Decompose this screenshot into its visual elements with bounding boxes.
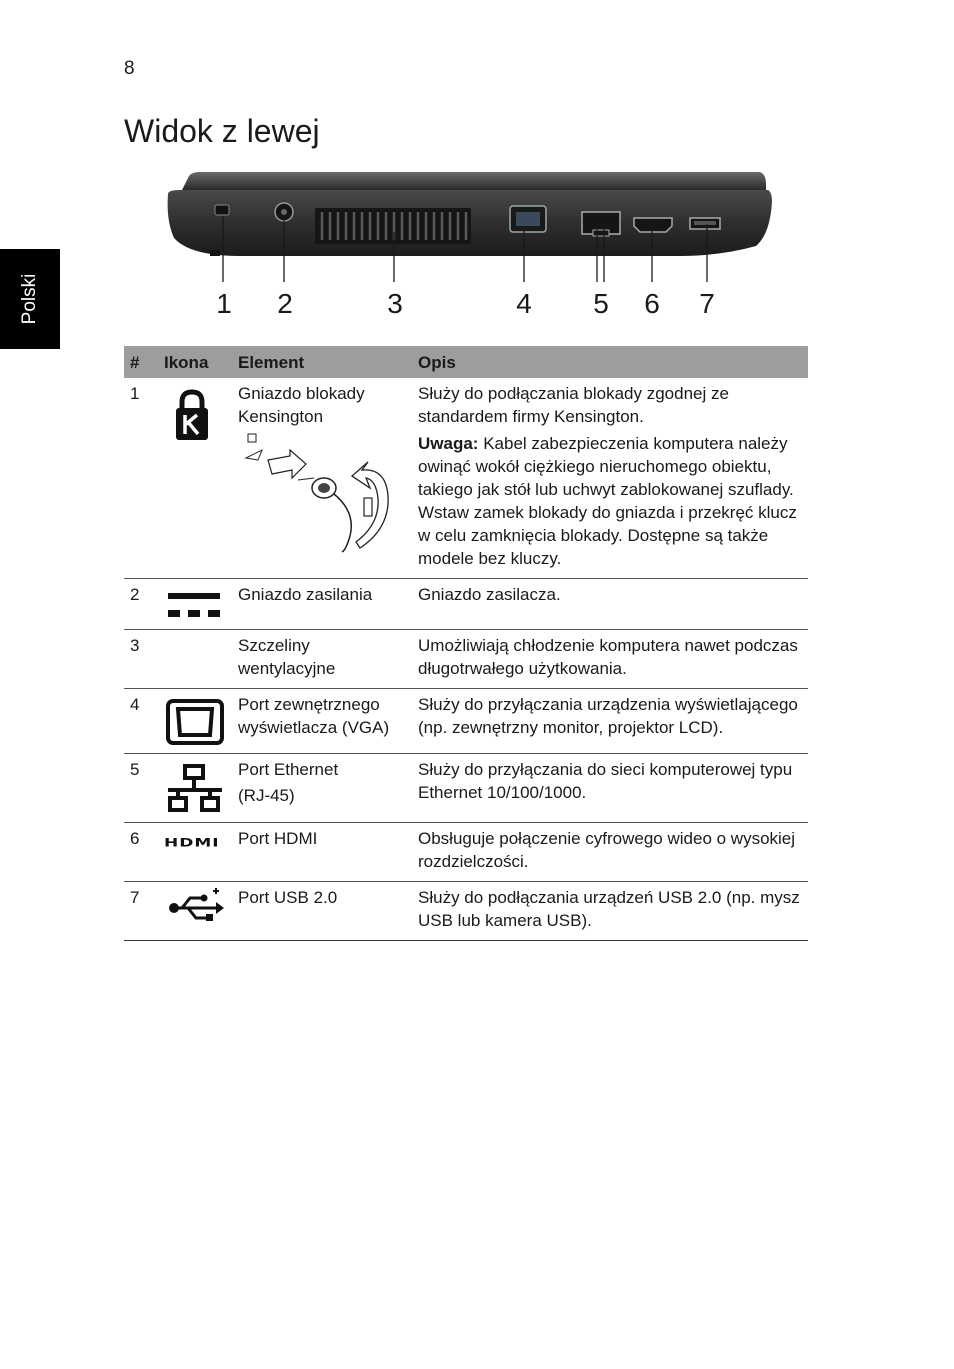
row-desc: Gniazdo zasilacza. bbox=[412, 579, 808, 630]
port-usb bbox=[690, 218, 720, 229]
table-row bbox=[124, 689, 808, 754]
row-element: Port HDMI bbox=[232, 823, 412, 882]
row-desc: Obsługuje połączenie cyfrowego wideo o wysokiej rozdzielczości. bbox=[412, 823, 808, 882]
header-element: Element bbox=[232, 346, 412, 378]
row-num: 2 bbox=[124, 579, 158, 630]
side-tab-label: Polski bbox=[19, 273, 40, 325]
ethernet-network-icon bbox=[166, 764, 224, 814]
row-desc: Służy do przyłączania do sieci komputerowej typu Ethernet 10/100/1000. bbox=[412, 754, 808, 823]
vga-monitor-icon bbox=[166, 699, 224, 745]
port-kensington bbox=[215, 205, 229, 215]
table-row bbox=[124, 754, 808, 823]
callout-4: 4 bbox=[516, 288, 532, 319]
row-element-cell bbox=[232, 754, 412, 823]
table-row bbox=[124, 882, 808, 941]
row-num: 4 bbox=[124, 689, 158, 754]
language-side-tab bbox=[0, 249, 60, 349]
callout-3: 3 bbox=[387, 288, 403, 319]
note-text: Kabel zabezpieczenia komputera należy owinąć wokół ciężkiego nieruchomego obiektu, takiego jak stół lub uchwyt zablokowanej szuflady. Wstaw zamek blokady do gniazda i przekręć klucz w celu zamknięcia blokady. Dostępne są także modele bez kluczy. bbox=[418, 434, 797, 568]
callout-6: 6 bbox=[644, 288, 660, 319]
row-num: 1 bbox=[124, 378, 158, 579]
row-icon-cell bbox=[158, 823, 232, 882]
row-note bbox=[418, 432, 802, 570]
kensington-lock-icon bbox=[170, 388, 214, 442]
page-title: Widok z lewej bbox=[124, 113, 320, 149]
row-icon-cell bbox=[158, 689, 232, 754]
row-icon-cell bbox=[158, 579, 232, 630]
callout-1: 1 bbox=[216, 288, 232, 319]
row-icon-cell bbox=[158, 754, 232, 823]
callout-5: 5 bbox=[593, 288, 609, 319]
callout-7: 7 bbox=[699, 288, 715, 319]
row-element-cell bbox=[232, 378, 412, 579]
port-vga bbox=[510, 206, 546, 232]
row-element: Port USB 2.0 bbox=[232, 882, 412, 941]
table-row bbox=[124, 630, 808, 689]
row-desc: Służy do przyłączania urządzenia wyświetlającego (np. zewnętrzny monitor, projektor LCD). bbox=[412, 689, 808, 754]
hdmi-icon: HDMI bbox=[164, 836, 220, 851]
lock-cable-illustration bbox=[238, 432, 398, 554]
port-hdmi bbox=[634, 218, 672, 232]
row-num: 6 bbox=[124, 823, 158, 882]
ventilation-slots bbox=[315, 208, 471, 244]
row-element: Port Ethernet bbox=[238, 760, 339, 779]
page-number: 8 bbox=[124, 58, 135, 79]
row-desc: Służy do podłączania urządzeń USB 2.0 (np. mysz USB lub kamera USB). bbox=[412, 882, 808, 941]
table-row bbox=[124, 579, 808, 630]
laptop-left-side-figure bbox=[160, 168, 780, 328]
header-desc: Opis bbox=[412, 346, 808, 378]
header-num: # bbox=[124, 346, 158, 378]
row-desc-cell bbox=[412, 378, 808, 579]
row-icon-cell bbox=[158, 882, 232, 941]
row-element-sub: (RJ-45) bbox=[238, 786, 295, 805]
row-element: Szczeliny wentylacyjne bbox=[232, 630, 412, 689]
ports-table bbox=[124, 346, 808, 941]
dc-power-icon bbox=[168, 591, 222, 621]
row-element: Gniazdo blokady Kensington bbox=[238, 384, 365, 426]
callout-2: 2 bbox=[277, 288, 293, 319]
row-icon-cell bbox=[158, 630, 232, 689]
row-num: 5 bbox=[124, 754, 158, 823]
row-num: 7 bbox=[124, 882, 158, 941]
port-ethernet bbox=[582, 212, 620, 236]
note-label: Uwaga: bbox=[418, 434, 479, 453]
header-icon: Ikona bbox=[158, 346, 232, 378]
table-row bbox=[124, 823, 808, 882]
row-desc: Służy do podłączania blokady zgodnej ze standardem firmy Kensington. bbox=[418, 384, 729, 426]
table-row bbox=[124, 378, 808, 579]
row-element: Gniazdo zasilania bbox=[232, 579, 412, 630]
row-element: Port zewnętrznego wyświetlacza (VGA) bbox=[232, 689, 412, 754]
table-header-row bbox=[124, 346, 808, 378]
callout-numbers bbox=[216, 288, 715, 319]
usb-icon bbox=[166, 888, 224, 924]
row-icon-cell bbox=[158, 378, 232, 579]
row-num: 3 bbox=[124, 630, 158, 689]
row-desc: Umożliwiają chłodzenie komputera nawet podczas długotrwałego użytkowania. bbox=[412, 630, 808, 689]
